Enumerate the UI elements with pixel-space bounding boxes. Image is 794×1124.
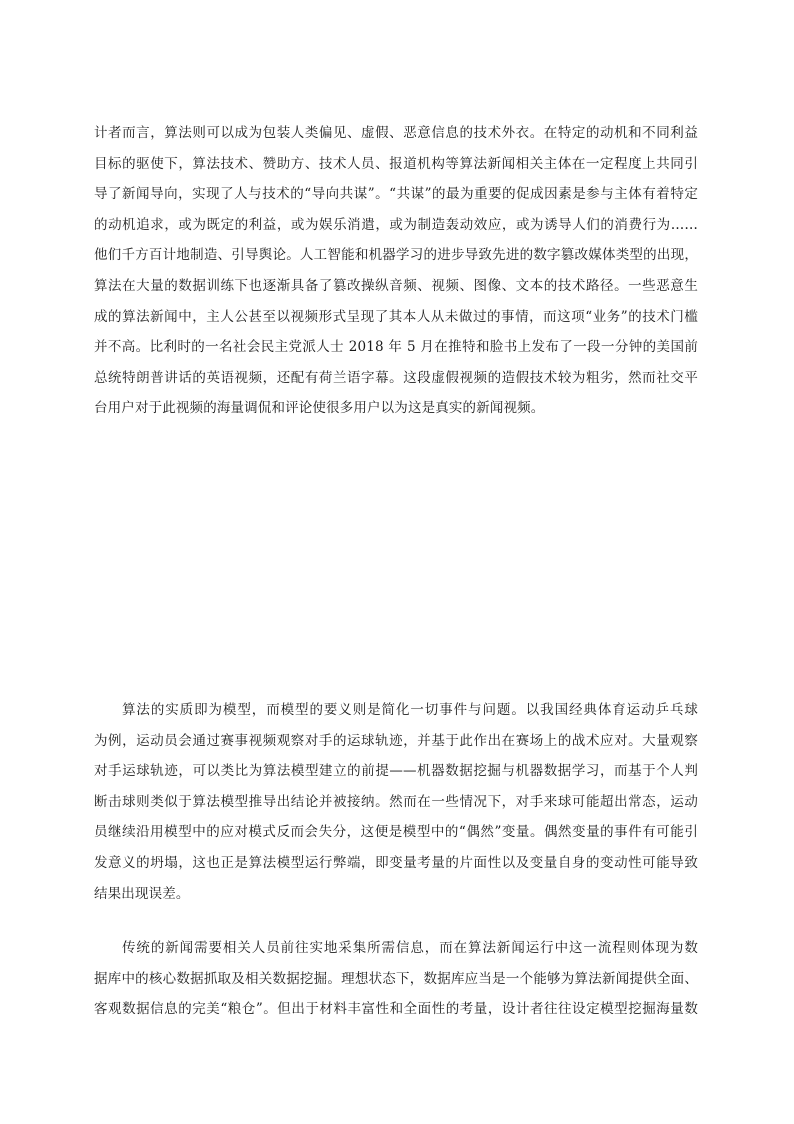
- paragraph-algorithm-model: [94, 695, 698, 909]
- text-line: 断击球则类似于算法模型推导出结论并被接纳。然而在一些情况下，对手来球可能超出常态，运动: [94, 793, 698, 810]
- text-line: 算法在大量的数据训练下也逐渐具备了篡改操纵音频、视频、图像、文本的技术路径。一些恶意生: [94, 277, 698, 294]
- text-line: 对手运球轨迹，可以类比为算法模型建立的前提——机器数据挖掘与机器数据学习，而基于个人判: [94, 763, 698, 780]
- text-line: 并不高。比利时的一名社会民主党派人士 2018 年 5 月在推特和脸书上发布了一段一分钟的美国前: [94, 339, 698, 356]
- text-line: 导了新闻导向，实现了人与技术的“导向共谋”。“共谋”的最为重要的促成因素是参与主体有着特定: [94, 186, 698, 203]
- text-line: 算法的实质即为模型，而模型的要义则是简化一切事件与问题。以我国经典体育运动乒乓球: [122, 702, 698, 718]
- text-line: 台用户对于此视频的海量调侃和评论使很多用户以为这是真实的新闻视频。: [94, 400, 545, 417]
- text-line: 总统特朗普讲话的英语视频，还配有荷兰语字幕。这段虚假视频的造假技术较为粗劣，然而社交平: [94, 369, 698, 386]
- text-line: 发意义的坍塌，这也正是算法模型运行弊端，即变量考量的片面性以及变量自身的变动性可能导致: [94, 854, 698, 871]
- text-line: 传统的新闻需要相关人员前往实地采集所需信息，而在算法新闻运行中这一流程则体现为数: [122, 940, 698, 956]
- paragraph-database: [94, 933, 698, 1025]
- text-line: 计者而言，算法则可以成为包装人类偏见、虚假、恶意信息的技术外衣。在特定的动机和不同利益: [94, 125, 698, 141]
- text-line: 结果出现误差。: [94, 885, 190, 902]
- paragraph-algorithm-collusion: [94, 118, 698, 424]
- text-line: 据库中的核心数据抓取及相关数据挖掘。理想状态下，数据库应当是一个能够为算法新闻提供全面、: [94, 970, 698, 987]
- text-line: 他们千方百计地制造、引导舆论。人工智能和机器学习的进步导致先进的数字篡改媒体类型的出现，: [94, 247, 698, 264]
- text-line: 成的算法新闻中，主人公甚至以视频形式呈现了其本人从未做过的事情，而这项“业务”的技术门槛: [94, 308, 698, 325]
- text-line: 目标的驱使下，算法技术、赞助方、技术人员、报道机构等算法新闻相关主体在一定程度上共同引: [94, 155, 698, 172]
- text-line: 员继续沿用模型中的应对模式反而会失分，这便是模型中的“偶然”变量。偶然变量的事件有可能引: [94, 824, 698, 841]
- text-line: 为例，运动员会通过赛事视频观察对手的运球轨迹，并基于此作出在赛场上的战术应对。大量观察: [94, 732, 698, 749]
- text-line: 客观数据信息的完美“粮仓”。但出于材料丰富性和全面性的考量，设计者往往设定模型挖掘海量数: [94, 1001, 698, 1018]
- text-line: 的动机追求，或为既定的利益，或为娱乐消遣，或为制造轰动效应，或为诱导人们的消费行为……: [94, 216, 698, 233]
